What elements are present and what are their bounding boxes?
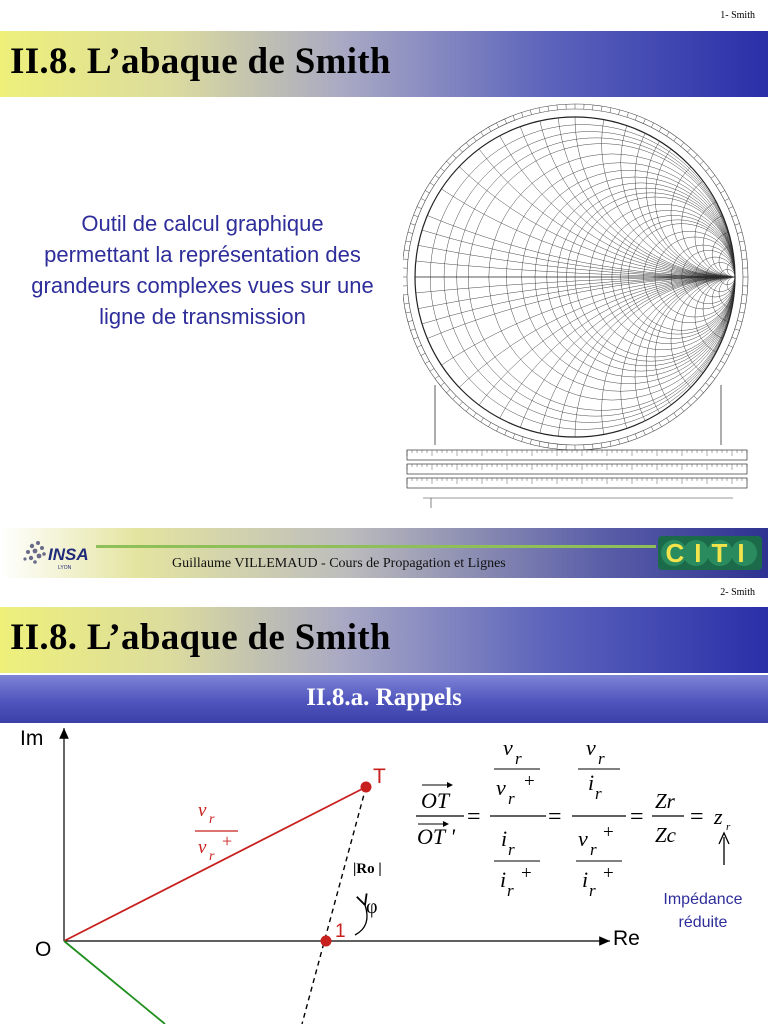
axis-label-re: Re — [613, 927, 640, 950]
svg-text:+: + — [521, 863, 532, 884]
svg-text:r: r — [209, 849, 215, 864]
impedance-note-line2: réduite — [678, 914, 728, 931]
svg-text:=: = — [690, 804, 704, 830]
svg-text:r: r — [507, 881, 514, 900]
insa-logo-subtext: LYON — [58, 565, 72, 571]
modulus-label: |Ro | — [353, 861, 382, 877]
smith-chart-graphic — [403, 100, 753, 512]
svg-text:Zr: Zr — [655, 789, 675, 813]
impedance-note-line1: Impédance — [663, 891, 743, 908]
insa-logo-text: INSA — [48, 545, 89, 564]
slide-title: II.8. L’abaque de Smith — [10, 41, 391, 82]
ratio-label — [195, 800, 238, 864]
svg-text:z: z — [714, 804, 723, 829]
angle-label: φ — [366, 896, 378, 918]
svg-text:v: v — [198, 837, 207, 858]
slide-2 — [0, 580, 768, 1024]
vector-green — [64, 941, 165, 1024]
citi-logo-text: CITI — [665, 538, 755, 568]
svg-text:Zc: Zc — [655, 823, 676, 847]
page-number: 1- Smith — [720, 10, 755, 21]
svg-text:v: v — [578, 826, 588, 851]
description-text: Outil de calcul graphique permettant la représentation des grandeurs complexes vues sur une ligne de transmission — [31, 211, 374, 329]
impedance-note — [648, 888, 758, 934]
svg-text:r: r — [598, 749, 605, 768]
title-bar — [0, 31, 768, 97]
dashed-line — [302, 787, 366, 1024]
svg-text:=: = — [548, 804, 562, 830]
svg-text:+: + — [603, 822, 614, 843]
point-1 — [321, 936, 332, 947]
svg-text:r: r — [209, 812, 215, 827]
slide-subtitle: II.8.a. Rappels — [306, 684, 462, 711]
vector-OTprime-text: OT ' — [417, 824, 455, 849]
svg-text:r: r — [515, 749, 522, 768]
smith-chart-image — [403, 100, 753, 512]
subtitle-bar — [0, 675, 768, 723]
svg-text:r: r — [590, 840, 597, 859]
point-T — [361, 782, 372, 793]
citi-logo — [658, 536, 762, 570]
point-1-label: 1 — [335, 921, 346, 942]
svg-text:v: v — [496, 775, 506, 800]
svg-text:v: v — [503, 735, 513, 760]
vector-OT-text: OT — [421, 788, 450, 813]
svg-text:r: r — [595, 784, 602, 803]
page-number: 2- Smith — [720, 587, 755, 598]
point-T-label: T — [373, 765, 386, 788]
footer-rule — [96, 545, 656, 548]
svg-text:r: r — [508, 789, 515, 808]
title-bar — [0, 607, 768, 673]
svg-text:+: + — [603, 863, 614, 884]
svg-text:i: i — [501, 826, 508, 851]
vector-OT — [64, 787, 366, 941]
svg-text:v: v — [586, 735, 596, 760]
svg-text:+: + — [222, 831, 233, 851]
svg-text:r: r — [508, 840, 515, 859]
footer-author: Guillaume VILLEMAUD - Cours de Propagation et Lignes — [172, 556, 506, 571]
insa-logo — [18, 534, 98, 574]
svg-text:r: r — [726, 821, 731, 833]
svg-text:i: i — [588, 770, 595, 795]
origin-label: O — [35, 938, 52, 961]
svg-text:+: + — [524, 771, 535, 792]
svg-text:v: v — [198, 800, 207, 821]
svg-text:=: = — [630, 804, 644, 830]
svg-text:i: i — [582, 867, 589, 892]
svg-text:i: i — [500, 867, 507, 892]
svg-text:=: = — [467, 804, 481, 830]
axis-label-im: Im — [20, 727, 44, 750]
slide-title: II.8. L’abaque de Smith — [10, 617, 391, 658]
svg-text:r: r — [589, 881, 596, 900]
footer-bar — [0, 528, 768, 578]
